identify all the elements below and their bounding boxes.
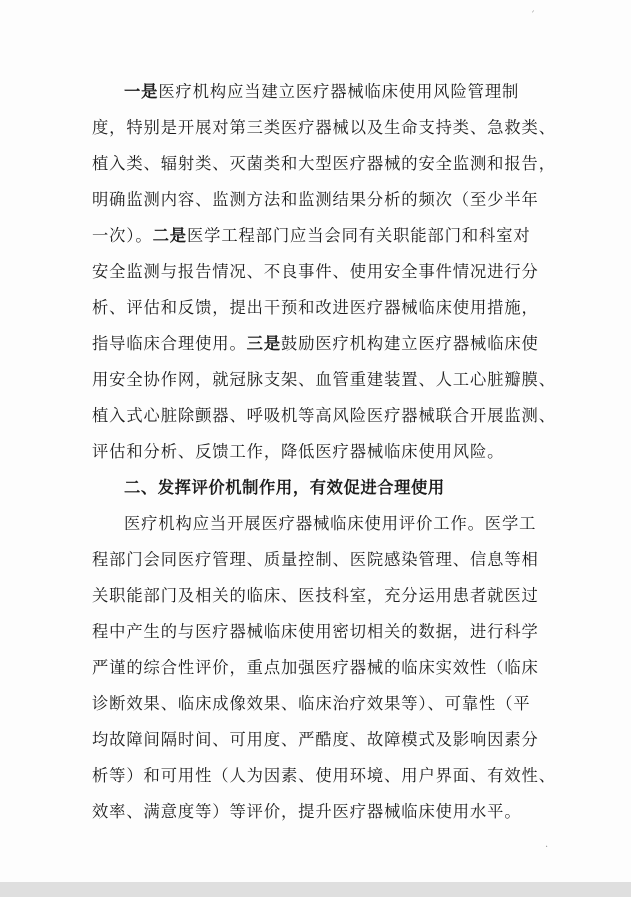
paragraph-1-line: 度，特别是开展对第三类医疗器械以及生命支持类、急救类、 [92, 118, 556, 137]
paragraph-2-line: 医疗机构应当开展医疗器械临床使用评价工作。医学工 [124, 514, 537, 533]
lead-marker: 一是 [124, 82, 159, 101]
scan-mark: · [545, 842, 549, 853]
paragraph-2-line: 严谨的综合性评价，重点加强医疗器械的临床实效性（临床 [92, 658, 539, 677]
paragraph-2-line: 程中产生的与医疗器械临床使用密切相关的数据，进行科学 [92, 622, 539, 641]
paragraph-1-line: 指导临床合理使用。三是鼓励医疗机构建立医疗器械临床使 [92, 334, 539, 353]
paragraph-2-line: 程部门会同医疗管理、质量控制、医院感染管理、信息等相 [92, 550, 539, 569]
paragraph-2-line: 均故障间隔时间、可用度、严酷度、故障模式及影响因素分 [92, 730, 539, 749]
scan-mark: ˊ [530, 11, 535, 22]
lead-marker: 三是 [246, 334, 282, 353]
paragraph-2-line: 关职能部门及相关的临床、医技科室，充分运用患者就医过 [92, 586, 539, 605]
paragraph-1-line: 植入类、辐射类、灭菌类和大型医疗器械的安全监测和报告， [92, 154, 556, 173]
paragraph-1-line: 评估和分析、反馈工作，降低医疗器械临床使用风险。 [92, 442, 505, 461]
paragraph-1-line: 一是医疗机构应当建立医疗器械临床使用风险管理制 [124, 82, 520, 101]
paragraph-1-line: 安全监测与报告情况、不良事件、使用安全事件情况进行分 [92, 262, 539, 281]
paragraph-1-line: 析、评估和反馈，提出干预和改进医疗器械临床使用措施， [92, 298, 539, 317]
paragraph-2-line: 诊断效果、临床成像效果、临床治疗效果等）、可靠性（平 [92, 694, 531, 713]
paragraph-1-line: 用安全协作网，就冠脉支架、血管重建装置、人工心脏瓣膜、 [92, 370, 556, 389]
paragraph-1-line: 植入式心脏除颤器、呼吸机等高风险医疗器械联合开展监测、 [92, 406, 556, 425]
paragraph-2-line: 效率、满意度等）等评价，提升医疗器械临床使用水平。 [92, 802, 522, 821]
paragraph-1-line: 一次）。二是医学工程部门应当会同有关职能部门和科室对 [92, 226, 531, 245]
page-bottom-edge [0, 882, 631, 897]
paragraph-2-line: 析等）和可用性（人为因素、使用环境、用户界面、有效性、 [92, 766, 556, 785]
lead-marker: 二是 [152, 226, 187, 245]
section-heading: 二、发挥评价机制作用，有效促进合理使用 [124, 478, 445, 497]
paragraph-1-line: 明确监测内容、监测方法和监测结果分析的频次（至少半年 [92, 190, 539, 209]
